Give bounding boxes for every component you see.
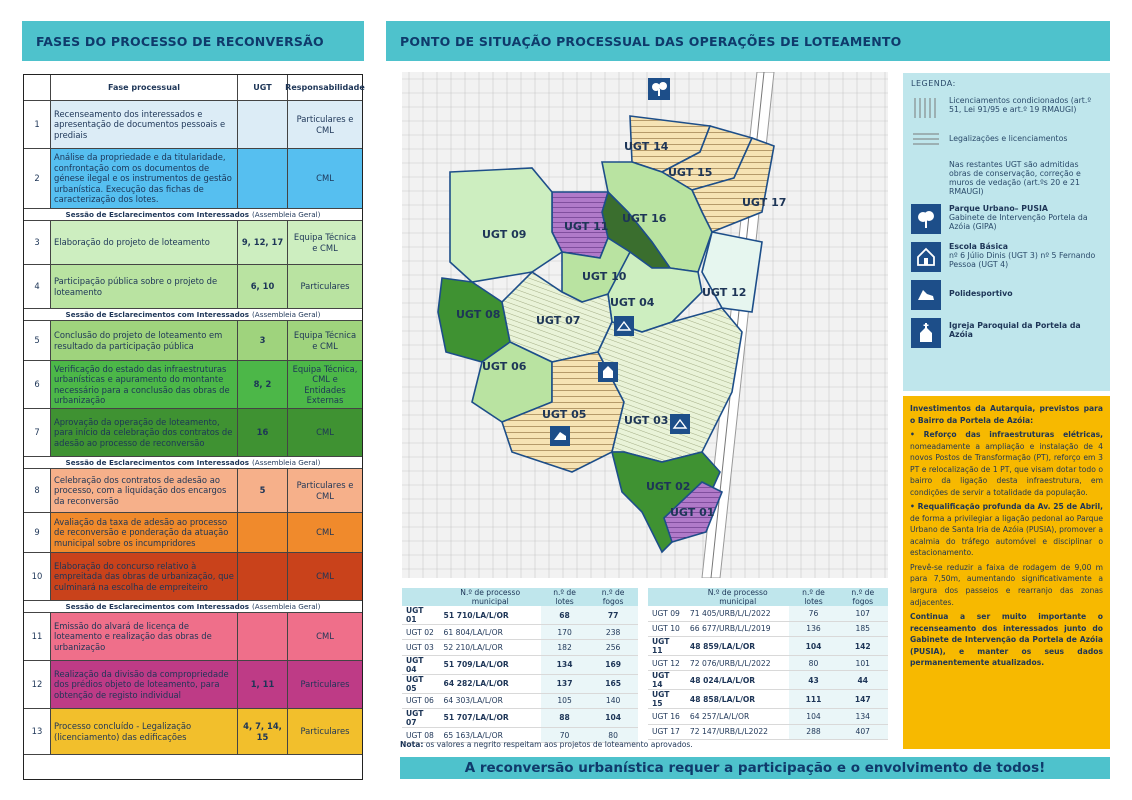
lots-cell: 80: [789, 656, 837, 671]
phase-row: [24, 265, 362, 309]
map-svg: [402, 72, 888, 578]
status-title-banner: [386, 21, 1110, 61]
map-label-ugt16: UGT 16: [622, 212, 667, 225]
school-icon: [911, 242, 941, 272]
phase-row: [24, 613, 362, 661]
legend-item-legalizations: Legalizações e licenciamentos: [911, 128, 1102, 152]
phase-responsibility: Particulares e CML: [288, 101, 362, 148]
investment-electric: • Reforço das infraestruturas elétricas, nomeadamente a ampliação e instalação de 4 novos Postos de Transformação (PT), reforço em 3 PT e relocalização de 1 PT, que visam dotar todo o bairro da ligação desta infraestrutura, em condições de servir a totalidade da população.: [910, 429, 1103, 498]
phase-row: [24, 709, 362, 755]
legend-title: LEGENDA:: [911, 79, 956, 88]
ugt-cell: UGT 12: [648, 656, 686, 671]
investments-title: Investimentos da Autarquia, previstos para o Bairro da Portela de Azóia:: [910, 404, 1103, 425]
phase-responsibility: Particulares: [288, 661, 362, 708]
process-cell: 64 257/LA/L/OR: [686, 709, 790, 724]
ugt-cell: UGT 10: [648, 621, 686, 636]
phase-description: Verificação do estado das infraestruturas urbanísticas e apuramento do montante necessário para a conclusão das obras de urbanização: [51, 361, 238, 408]
phase-description: Avaliação da taxa de adesão ao processo de reconversão e ponderação da atuação municipal sobre os incumpridores: [51, 513, 238, 552]
table-row: [648, 709, 888, 724]
phase-number: 8: [24, 469, 51, 512]
map-label-ugt08: UGT 08: [456, 308, 501, 321]
process-cell: 71 405/URB/L/L/2022: [686, 606, 790, 621]
map-label-ugt03: UGT 03: [624, 414, 669, 427]
lots-cell: 182: [541, 640, 588, 655]
slogan-text: A reconversão urbanística requer a participação e o envolvimento de todos!: [464, 760, 1046, 776]
lots-cell: 76: [789, 606, 837, 621]
map-label-ugt05: UGT 05: [542, 408, 587, 421]
legend-park: Parque Urbano– PUSIA Gabinete de Intervenção Portela da Azóia (GIPA): [911, 204, 1102, 234]
process-cell: 52 210/LA/L/OR: [440, 640, 541, 655]
ugt-table-right: [648, 588, 888, 740]
map-label-ugt01: UGT 01: [670, 506, 715, 519]
lots-cell: 88: [541, 708, 588, 727]
map-icon-church: [598, 362, 618, 382]
phase-responsibility: Particulares: [288, 265, 362, 308]
site-map: [402, 72, 888, 578]
header-resp: Responsabilidade: [285, 82, 365, 92]
ugt-cell: UGT 04: [402, 655, 440, 674]
phase-responsibility: Equipa Técnica e CML: [288, 321, 362, 360]
phase-description: Processo concluído - Legalização (licenciamento) das edificações: [51, 709, 238, 754]
phase-number: 12: [24, 661, 51, 708]
ugt-table-left: [402, 588, 638, 743]
phase-responsibility: CML: [288, 513, 362, 552]
dwellings-cell: 101: [838, 656, 888, 671]
table-row: [648, 656, 888, 671]
map-label-ugt04: UGT 04: [610, 296, 655, 309]
process-cell: 65 163/LA/L/OR: [440, 727, 541, 742]
investments-panel: [903, 396, 1110, 749]
phase-ugt: [238, 513, 288, 552]
table-row: [402, 655, 638, 674]
table-header-row: N.º de processo municipal n.º de lotes n.º de fogos: [648, 588, 888, 606]
phase-ugt: 16: [238, 409, 288, 456]
session-row: Sessão de Esclarecimentos com Interessados (Assembleia Geral): [24, 209, 362, 221]
phase-description: Participação pública sobre o projeto de loteamento: [51, 265, 238, 308]
ugt-cell: UGT 03: [402, 640, 440, 655]
lots-cell: 68: [541, 606, 588, 625]
process-cell: 51 707/LA/L/OR: [440, 708, 541, 727]
map-label-ugt09: UGT 09: [482, 228, 527, 241]
lots-cell: 111: [789, 690, 837, 709]
dwellings-cell: 147: [838, 690, 888, 709]
phase-responsibility: Particulares: [288, 709, 362, 754]
phase-description: Conclusão do projeto de loteamento em resultado da participação pública: [51, 321, 238, 360]
phase-ugt: [238, 553, 288, 600]
vertical-hatch-swatch: [911, 96, 941, 120]
process-cell: 48 024/LA/L/OR: [686, 671, 790, 690]
lots-cell: 134: [541, 655, 588, 674]
phase-row: [24, 469, 362, 513]
phase-number: 6: [24, 361, 51, 408]
session-row: Sessão de Esclarecimentos com Interessados (Assembleia Geral): [24, 601, 362, 613]
sports-shoe-icon: [911, 280, 941, 310]
phase-number: 3: [24, 221, 51, 264]
session-row: Sessão de Esclarecimentos com Interessados (Assembleia Geral): [24, 309, 362, 321]
phase-description: Elaboração do projeto de loteamento: [51, 221, 238, 264]
investment-road-width: Prevê-se reduzir a faixa de rodagem de 9,00 m para 7,50m, aumentando significativamente a largura dos passeios e rearranjo das zonas adjacentes.: [910, 562, 1103, 607]
phase-responsibility: Equipa Técnica, CML e Entidades Externas: [288, 361, 362, 408]
lots-cell: 105: [541, 693, 588, 708]
table-row: [648, 621, 888, 636]
lots-cell: 136: [789, 621, 837, 636]
phase-row: [24, 101, 362, 149]
ugt-cell: UGT 17: [648, 724, 686, 739]
table-row: [402, 693, 638, 708]
phase-number: 4: [24, 265, 51, 308]
dwellings-cell: 44: [838, 671, 888, 690]
table-row: [402, 606, 638, 625]
phase-ugt: 6, 10: [238, 265, 288, 308]
phase-ugt: [238, 101, 288, 148]
ugt-cell: UGT 16: [648, 709, 686, 724]
table-row: [402, 708, 638, 727]
table-row: [402, 625, 638, 640]
phase-row: [24, 221, 362, 265]
phase-number: 1: [24, 101, 51, 148]
phase-number: 13: [24, 709, 51, 754]
phase-row: [24, 661, 362, 709]
legend-item-other: Nas restantes UGT são admitidas obras de conservação, correção e muros de vedação (art.ºs 20 e 21 RMAUGI): [949, 160, 1081, 196]
map-label-ugt06: UGT 06: [482, 360, 527, 373]
dwellings-cell: 256: [588, 640, 638, 655]
legend-school: Escola Básica nº 6 Júlio Dinis (UGT 3) nº 5 Fernando Pessoa (UGT 4): [911, 242, 1102, 272]
table-row: [402, 674, 638, 693]
church-icon: [911, 318, 941, 348]
dwellings-cell: 165: [588, 674, 638, 693]
dwellings-cell: 134: [838, 709, 888, 724]
dwellings-cell: 169: [588, 655, 638, 674]
phase-description: Aprovação da operação de loteamento, para início da celebração dos contratos de adesão ao processo de reconversão: [51, 409, 238, 456]
dwellings-cell: 238: [588, 625, 638, 640]
map-icon-sports: [550, 426, 570, 446]
table-row: [648, 690, 888, 709]
ugt-cell: UGT 01: [402, 606, 440, 625]
tree-icon: [911, 204, 941, 234]
table-row: [402, 640, 638, 655]
phase-ugt: [238, 613, 288, 660]
phase-ugt: 8, 2: [238, 361, 288, 408]
lots-cell: 104: [789, 709, 837, 724]
phase-ugt: 4, 7, 14, 15: [238, 709, 288, 754]
phase-responsibility: Particulares e CML: [288, 469, 362, 512]
phase-ugt: 9, 12, 17: [238, 221, 288, 264]
dwellings-cell: 107: [838, 606, 888, 621]
ugt-cell: UGT 15: [648, 690, 686, 709]
lots-cell: 104: [789, 637, 837, 656]
phase-row: [24, 553, 362, 601]
table-row: [648, 606, 888, 621]
phase-number: 7: [24, 409, 51, 456]
map-label-ugt10: UGT 10: [582, 270, 627, 283]
phases-title-banner: [22, 21, 364, 61]
map-label-ugt14: UGT 14: [624, 140, 669, 153]
process-cell: 72 076/URB/L/L/2022: [686, 656, 790, 671]
legend-sports: Polidesportivo: [911, 280, 1102, 310]
phase-ugt: [238, 149, 288, 208]
ugt-cell: UGT 02: [402, 625, 440, 640]
lots-cell: 43: [789, 671, 837, 690]
map-icon-school-4: [614, 316, 634, 336]
phase-row: [24, 149, 362, 209]
map-label-ugt12: UGT 12: [702, 286, 747, 299]
dwellings-cell: 407: [838, 724, 888, 739]
process-cell: 51 710/LA/L/OR: [440, 606, 541, 625]
phases-title: FASES DO PROCESSO DE RECONVERSÃO: [36, 33, 324, 49]
phase-ugt: 1, 11: [238, 661, 288, 708]
ugt-cell: UGT 14: [648, 671, 686, 690]
header-phase: Fase processual: [51, 75, 238, 100]
phases-table: [23, 74, 363, 780]
phase-description: Emissão do alvará de licença de loteamento e realização das obras de urbanização: [51, 613, 238, 660]
lots-cell: 70: [541, 727, 588, 742]
dwellings-cell: 142: [838, 637, 888, 656]
lots-cell: 288: [789, 724, 837, 739]
table-header-row: N.º de processo municipal n.º de lotes n.º de fogos: [402, 588, 638, 606]
legend-item-conditioned: Licenciamentos condicionados (art.º 51, Lei 91/95 e art.º 19 RMAUGI): [911, 96, 1102, 120]
ugt-cell: UGT 11: [648, 637, 686, 656]
map-icon-park: [648, 78, 670, 100]
phase-number: 11: [24, 613, 51, 660]
process-cell: 61 804/LA/L/OR: [440, 625, 541, 640]
table-row: [648, 671, 888, 690]
slogan-banner: [400, 757, 1110, 779]
dwellings-cell: 104: [588, 708, 638, 727]
map-label-ugt02: UGT 02: [646, 480, 691, 493]
phase-ugt: 5: [238, 469, 288, 512]
investment-census-note: Continua a ser muito importante o recenseamento dos interessados junto do Gabinete de Intervenção da Portela de Azóia (PUSIA), e manter os seus dados permanentemente atualizados.: [910, 612, 1103, 668]
process-cell: 66 677/URB/L/L/2019: [686, 621, 790, 636]
phase-description: Análise da propriedade e da titularidade, confrontação com os documentos de génese ilegal e os instrumentos de gestão urbanística. Execução das fichas de caracterização dos lotes.: [51, 149, 238, 208]
ugt-cell: UGT 06: [402, 693, 440, 708]
phase-row: [24, 409, 362, 457]
map-label-ugt17: UGT 17: [742, 196, 787, 209]
process-cell: 48 859/LA/L/OR: [686, 637, 790, 656]
process-cell: 64 282/LA/L/OR: [440, 674, 541, 693]
phase-row: [24, 361, 362, 409]
lots-cell: 170: [541, 625, 588, 640]
phase-description: Celebração dos contratos de adesão ao processo, com a liquidação dos encargos da reconversão: [51, 469, 238, 512]
phase-number: 10: [24, 553, 51, 600]
phase-number: 9: [24, 513, 51, 552]
phase-number: 2: [24, 149, 51, 208]
process-cell: 51 709/LA/L/OR: [440, 655, 541, 674]
table-row: [648, 724, 888, 739]
investment-avenue: • Requalificação profunda da Av. 25 de Abril, de forma a privilegiar a ligação pedonal ao Parque Urbano de Santa Iria de Azóia (PUSIA), promover a acalmia do tráfego automóvel e disciplinar o estacionamento.: [910, 501, 1103, 559]
ugt-cell: UGT 09: [648, 606, 686, 621]
phase-row: [24, 321, 362, 361]
phase-responsibility: CML: [288, 553, 362, 600]
phase-responsibility: CML: [288, 613, 362, 660]
map-icon-school-3: [670, 414, 690, 434]
phases-header-row: [24, 75, 365, 101]
phase-description: Realização da divisão da compropriedade dos prédios objeto de loteamento, para obtenção de registo individual: [51, 661, 238, 708]
dwellings-cell: 140: [588, 693, 638, 708]
phase-responsibility: CML: [288, 409, 362, 456]
lots-cell: 137: [541, 674, 588, 693]
phase-description: Elaboração do concurso relativo à empreitada das obras de urbanização, que culminará na escolha de empreiteiro: [51, 553, 238, 600]
table-note: Nota: os valores a negrito respeitam aos projetos de loteamento aprovados.: [400, 740, 693, 749]
phase-row: [24, 513, 362, 553]
header-ugt: UGT: [238, 75, 288, 100]
legend-church: Igreja Paroquial da Portela da Azóia: [911, 318, 1102, 348]
phase-ugt: 3: [238, 321, 288, 360]
phase-responsibility: Equipa Técnica e CML: [288, 221, 362, 264]
map-label-ugt11: UGT 11: [564, 220, 609, 233]
ugt-cell: UGT 07: [402, 708, 440, 727]
map-label-ugt15: UGT 15: [668, 166, 713, 179]
dwellings-cell: 185: [838, 621, 888, 636]
phase-description: Recenseamento dos interessados e apresentação de documentos pessoais e prediais: [51, 101, 238, 148]
table-row: [648, 637, 888, 656]
map-label-ugt07: UGT 07: [536, 314, 581, 327]
legend-panel: [903, 73, 1110, 391]
process-cell: 48 858/LA/L/OR: [686, 690, 790, 709]
process-cell: 64 303/LA/L/OR: [440, 693, 541, 708]
ugt-cell: UGT 05: [402, 674, 440, 693]
session-row: Sessão de Esclarecimentos com Interessados (Assembleia Geral): [24, 457, 362, 469]
dwellings-cell: 80: [588, 727, 638, 742]
status-title: PONTO DE SITUAÇÃO PROCESSUAL DAS OPERAÇÕES DE LOTEAMENTO: [400, 33, 902, 49]
phase-responsibility: CML: [288, 149, 362, 208]
horizontal-hatch-swatch: [911, 128, 941, 152]
process-cell: 72 147/URB/L/L2022: [686, 724, 790, 739]
phase-number: 5: [24, 321, 51, 360]
ugt-cell: UGT 08: [402, 727, 440, 742]
dwellings-cell: 77: [588, 606, 638, 625]
